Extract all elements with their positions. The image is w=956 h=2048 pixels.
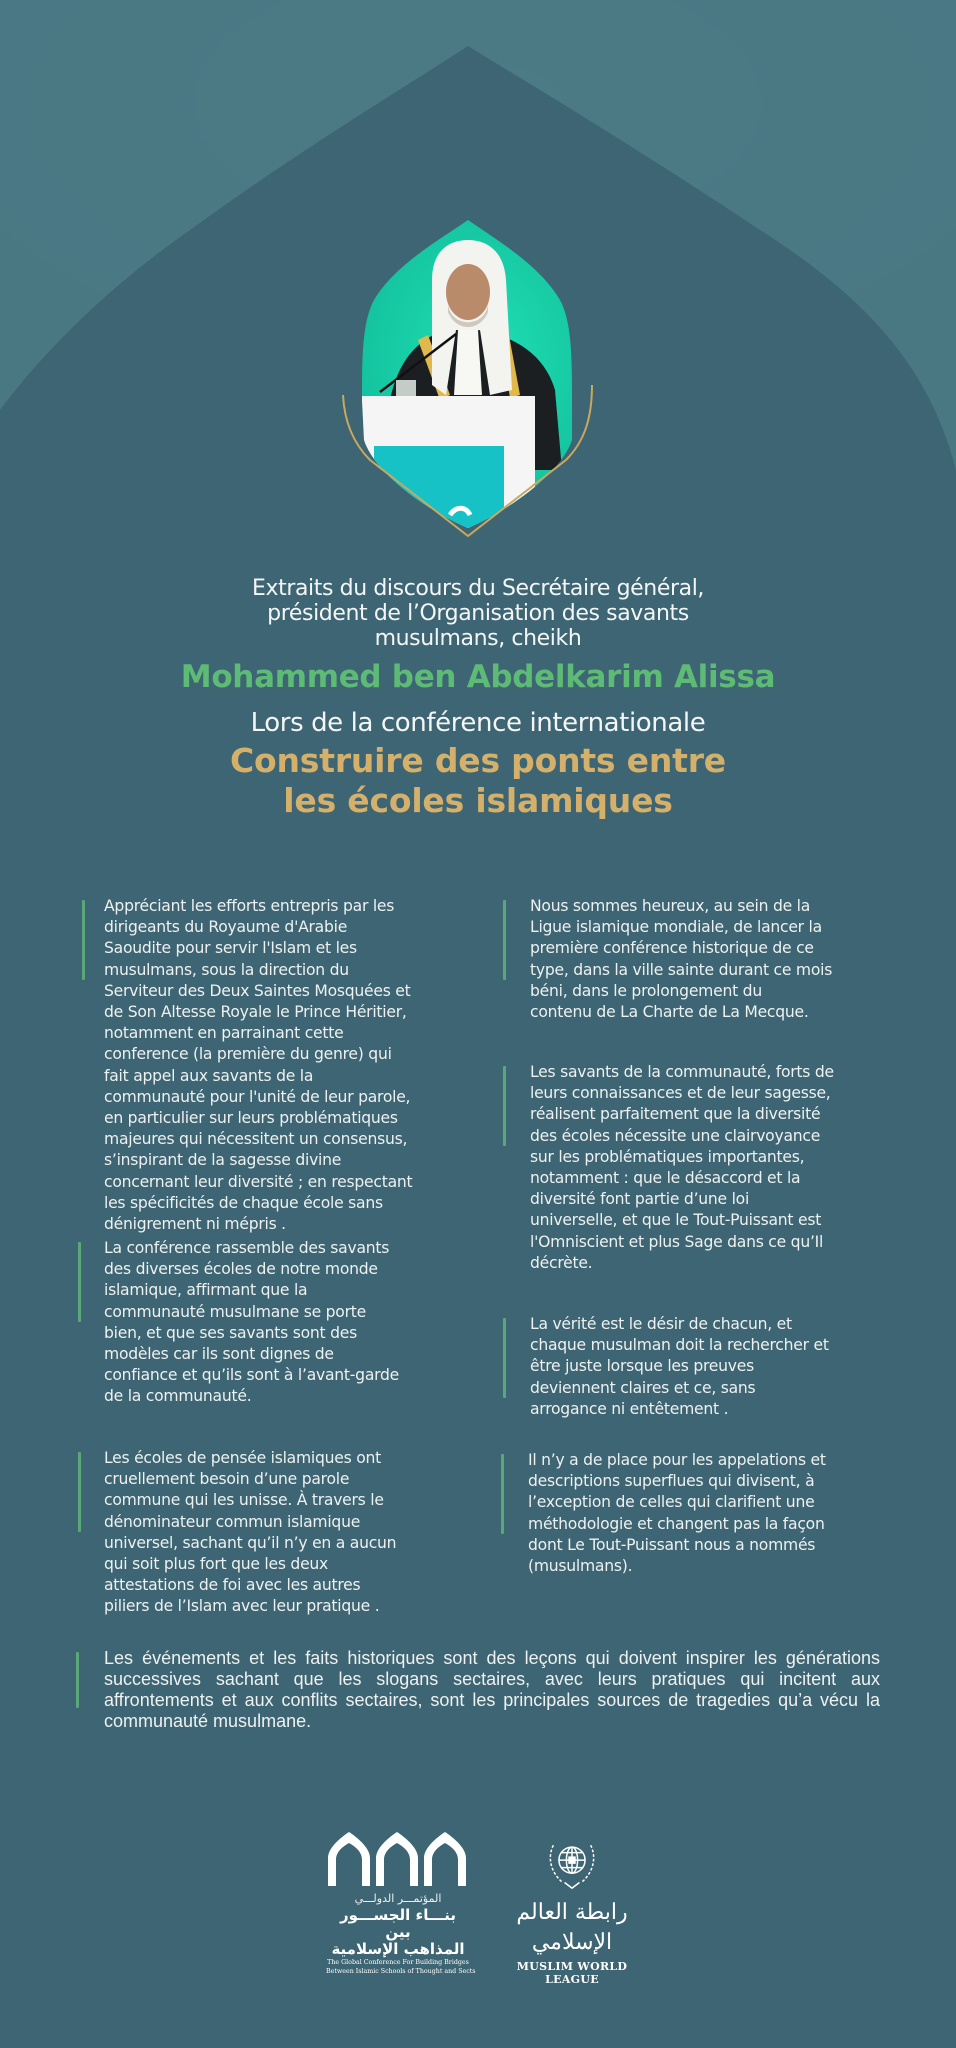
quote-text: Il n’y a de place pour les appelations et descriptions superflues qui divisent, à l’exception de celles qui clarifient une méthodologie et changent pas la façon dont Le Tout-Puissant nous a nommés (musulmans).	[528, 1451, 826, 1576]
accent-bar	[503, 1066, 506, 1146]
accent-bar	[501, 1454, 504, 1534]
bridges-logo-ar-line1: المؤتمـــر الدولـــي	[354, 1892, 442, 1905]
conference-title: Construire des ponts entre	[230, 741, 726, 780]
quote-text: Nous sommes heureux, au sein de la Ligue islamique mondiale, de lancer la première conférence historique de ce type, dans la ville sainte durant ce mois béni, dans le prolongement du contenu de La Charte de La Mecque.	[530, 897, 833, 1022]
three-arches-icon	[326, 1830, 470, 1886]
quote-text: Les événements et les faits historiques sont des leçons qui doivent inspirer les générations successives sachant que les slogans sectaires, avec leurs pratiques qui incitent aux affrontements et aux conflits sectaires, sont les principales sources de tragedies qu’a vécu la communauté musulmane.	[104, 1648, 880, 1731]
bridges-logo-en-line1: The Global Conference For Building Bridges	[327, 1959, 469, 1966]
bridges-logo-ar-line2: بنـــاء الجســـور بين	[340, 1906, 456, 1941]
speaker-portrait	[340, 210, 600, 540]
quote-text: La conférence rassemble des savants des diverses écoles de notre monde islamique, affirmant que la communauté musulmane se porte bien, et que ses savants sont des modèles car ils sont dignes de confiance et qu’ils sont à l’avant-garde de la communauté.	[104, 1239, 399, 1406]
quote-block	[78, 1448, 478, 1628]
globe-laurel-icon	[544, 1834, 600, 1890]
quote-text: Appréciant les efforts entrepris par les dirigeants du Royaume d'Arabie Saoudite pour servir l'Islam et les musulmans, sous la direction du Serviteur des Deux Saintes Mosquées et de Son Altesse Royale le Prince Héritier, notamment en parrainant cette conference (la première du genre) qui fait appel aux savants de la communauté pour l'unité de leur parole, en particulier sur leurs problématiques majeures qui nécessitent un consensus, s’inspirant de la sagesse divine concernant leur diversité ; en respectant les spécificités de chaque école sans dénigrement ni mépris .	[104, 897, 413, 1234]
intro-line: Extraits du discours du Secrétaire général,	[251, 576, 705, 601]
accent-bar	[78, 1452, 81, 1532]
muslim-world-league-logo	[494, 1834, 650, 1986]
quote-block	[503, 896, 903, 1036]
bridges-logo-en-line2: Between Islamic Schools of Thought and Sects	[326, 1968, 476, 1975]
conference-intro: Lors de la conférence internationale	[250, 708, 706, 738]
bridges-conference-logo	[326, 1830, 476, 1976]
accent-bar	[503, 1318, 506, 1398]
quote-block	[82, 896, 482, 1236]
speaker-portrait-icon	[340, 210, 600, 540]
quote-text: Les écoles de pensée islamiques ont cruellement besoin d’une parole commune qui les unisse. À travers le dénominateur commun islamique universel, sachant qu’il n’y en a aucun qui soit plus fort que les deux attestations de foi avec les autres piliers de l’Islam avec leur pratique .	[104, 1449, 397, 1616]
bridges-logo-ar-line3: المذاهب الإسلامية	[331, 1940, 465, 1958]
mwl-arabic-name: رابطة العالم الإسلامي	[516, 1900, 628, 1955]
quote-block	[503, 1314, 903, 1424]
quote-block	[501, 1450, 901, 1590]
accent-bar	[78, 1242, 81, 1322]
quote-text: La vérité est le désir de chacun, et chaque musulman doit la rechercher et être juste lorsque les preuves deviennent claires et ce, sans arrogance ni entêtement .	[530, 1315, 829, 1418]
accent-bar	[82, 900, 85, 980]
accent-bar	[503, 900, 506, 980]
intro-line: président de l’Organisation des savants	[267, 601, 689, 626]
mwl-english-name: MUSLIM WORLD LEAGUE	[516, 1960, 628, 1986]
quote-block-wide	[76, 1648, 880, 1738]
speaker-name: Mohammed ben Abdelkarim Alissa	[180, 659, 776, 695]
quote-block	[78, 1238, 478, 1418]
quote-block	[503, 1062, 903, 1282]
quote-text: Les savants de la communauté, forts de leurs connaissances et de leur sagesse, réalisent parfaitement que la diversité des écoles nécessite une clairvoyance sur les problématiques importantes, notamment : que le désaccord et la diversité font partie d’une loi universelle, et que le Tout-Puissant est l'Omniscient et plus Sage dans ce qu’Il décrète.	[530, 1063, 834, 1272]
accent-bar	[76, 1652, 79, 1708]
heading-block	[0, 576, 956, 821]
intro-line: musulmans, cheikh	[374, 626, 582, 651]
conference-title: les écoles islamiques	[283, 781, 673, 820]
